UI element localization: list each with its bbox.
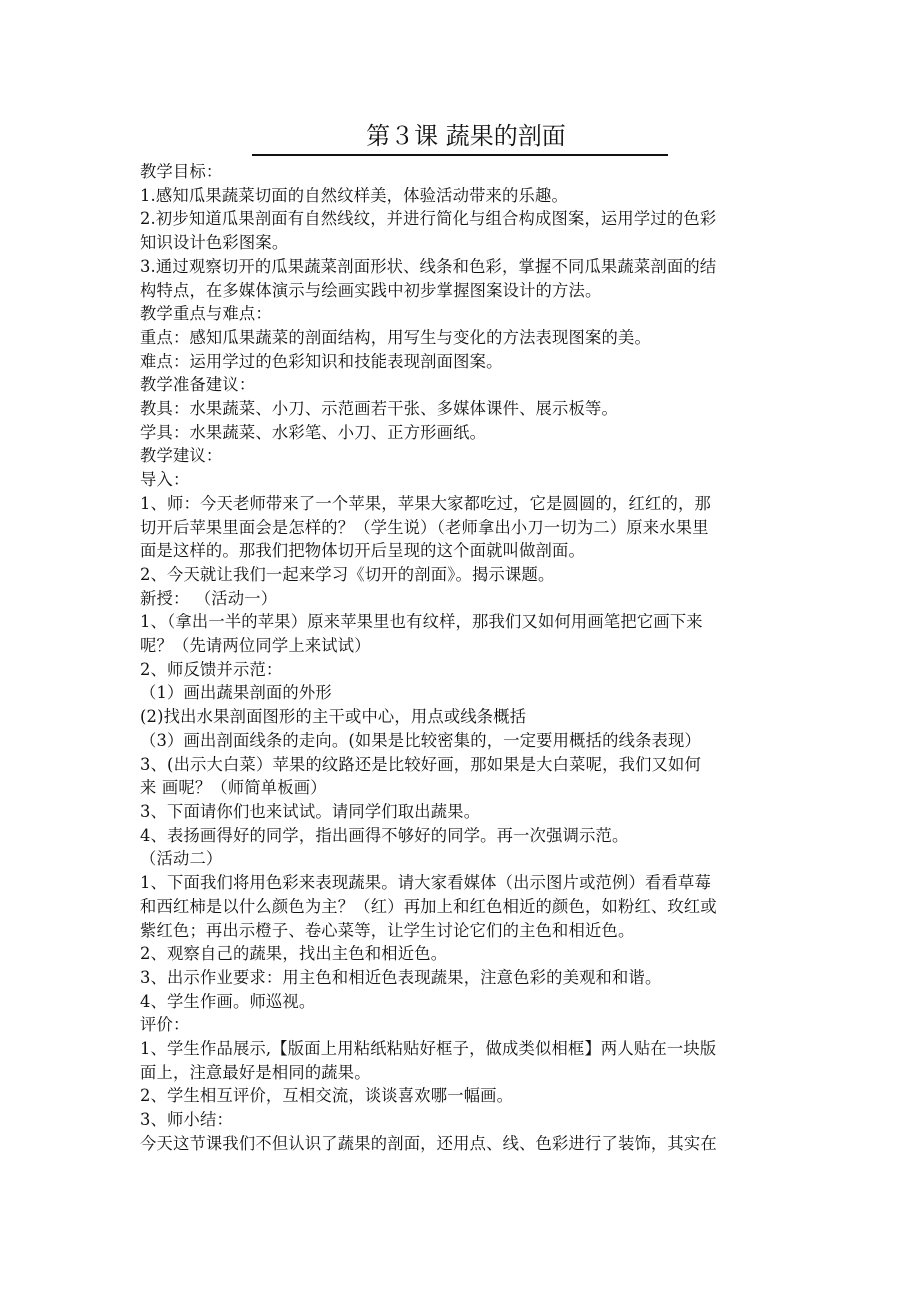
text-line: 2.初步知道瓜果剖面有自然线纹，并进行简化与组合构成图案，运用学过的色彩 (140, 209, 717, 229)
text-line: 2、学生相互评价，互相交流，谈谈喜欢哪一幅画。 (140, 1086, 514, 1106)
text-line: 评价： (140, 1015, 190, 1035)
text-line: 1、师：今天老师带来了一个苹果，苹果大家都吃过，它是圆圆的，红红的，那 (140, 493, 711, 513)
text-line: 今天这节课我们不但认识了蔬果的剖面，还用点、线、色彩进行了装饰，其实在 (140, 1133, 717, 1153)
text-line: 切开后苹果里面会是怎样的？（学生说）（老师拿出小刀一切为二）原来水果里 (140, 517, 709, 537)
text-line: 面是这样的。那我们把物体切开后呈现的这个面就叫做剖面。 (140, 541, 585, 561)
text-line: 导入： (140, 470, 190, 490)
text-line: 4、学生作画。师巡视。 (140, 991, 316, 1011)
page-title: 第３课 蔬果的剖面 (366, 122, 566, 150)
text-line: 构特点，在多媒体演示与绘画实践中初步掌握图案设计的方法。 (140, 280, 602, 300)
text-line: 2、师反馈并示范： (140, 659, 283, 679)
text-line: 1、（拿出一半的苹果）原来苹果里也有纹样，那我们又如何用画笔把它画下来 (140, 612, 703, 632)
text-line: 4、表扬画得好的同学，指出画得不够好的同学。再一次强调示范。 (140, 825, 629, 845)
text-line: 紫红色；再出示橙子、卷心菜等，让学生讨论它们的主色和相近色。 (140, 920, 635, 940)
text-line: 3、出示作业要求：用主色和相近色表现蔬果，注意色彩的美观和和谐。 (140, 967, 662, 987)
text-line: 和西红柿是以什么颜色为主？（红）再加上和红色相近的颜色，如粉红、玫红或 (140, 896, 717, 916)
text-line: 呢？（先请两位同学上来试试） (140, 636, 371, 656)
text-line: 教学准备建议： (140, 375, 256, 395)
text-line: 重点：感知瓜果蔬菜的剖面结构，用写生与变化的方法表现图案的美。 (140, 327, 651, 347)
text-line: 教学重点与难点： (140, 304, 272, 324)
text-line: 3、下面请你们也来试试。请同学们取出蔬果。 (140, 801, 481, 821)
text-line: （活动二） (140, 849, 223, 869)
title-underline-row (252, 118, 668, 156)
text-line: 难点：运用学过的色彩知识和技能表现剖面图案。 (140, 351, 503, 371)
text-line: 来 画呢？（师简单板画） (140, 778, 327, 798)
text-line: 面上，注意最好是相同的蔬果。 (140, 1062, 371, 1082)
text-line: 新授： （活动一） (140, 588, 278, 608)
text-line: 知识设计色彩图案。 (140, 233, 289, 253)
text-line: 3、师小结： (140, 1110, 233, 1130)
document-body (140, 160, 790, 1156)
text-line: 教学目标： (140, 162, 223, 181)
text-line: 1.感知瓜果蔬菜切面的自然纹样美，体验活动带来的乐趣。 (140, 185, 568, 205)
text-line: （1）画出蔬果剖面的外形 (140, 683, 332, 703)
text-line: (2)找出水果剖面图形的主干或中心，用点或线条概括 (140, 707, 527, 727)
text-line: 教具：水果蔬菜、小刀、示范画若干张、多媒体课件、展示板等。 (140, 399, 618, 419)
text-line: （3）画出剖面线条的走向。(如果是比较密集的，一定要用概括的线条表现） (140, 730, 701, 750)
text-line: 教学建议： (140, 446, 223, 466)
text-line: 1、学生作品展示,【版面上用粘纸粘贴好框子，做成类似相框】两人贴在一块版 (140, 1039, 717, 1059)
text-line: 2、今天就让我们一起来学习《切开的剖面》。揭示课题。 (140, 564, 555, 584)
text-line: 2、观察自己的蔬果，找出主色和相近色。 (140, 944, 448, 964)
text-line: 3、(出示大白菜）苹果的纹路还是比较好画，那如果是大白菜呢，我们又如何 (140, 754, 701, 774)
text-line: 1、下面我们将用色彩来表现蔬果。请大家看媒体（出示图片或范例）看看草莓 (140, 873, 711, 893)
text-line: 学具：水果蔬菜、水彩笔、小刀、正方形画纸。 (140, 422, 487, 442)
text-line: 3.通过观察切开的瓜果蔬菜剖面形状、线条和色彩，掌握不同瓜果蔬菜剖面的结 (140, 256, 717, 276)
